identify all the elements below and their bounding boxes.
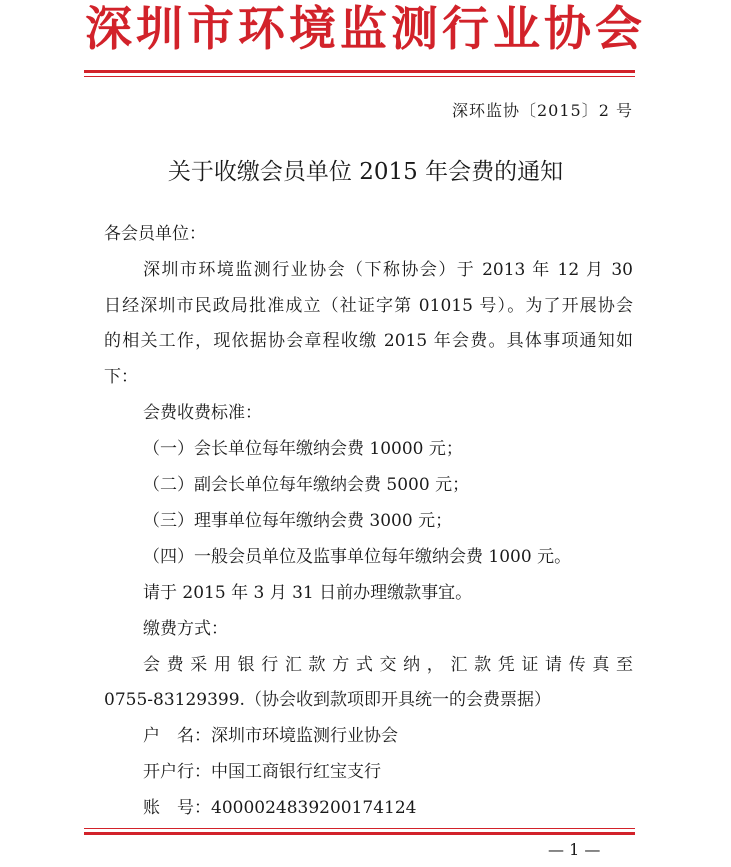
bank-account-number: 账 号：4000024839200174124: [143, 798, 417, 818]
footer-rule-thin: [84, 828, 635, 829]
footer-rule-thick: [84, 832, 635, 835]
intro-line-2: 日经深圳市民政局批准成立（社证字第 01015 号）。为了开展协会: [104, 296, 633, 316]
fee-standard-heading: 会费收费标准：: [143, 403, 262, 423]
bank-name: 开户行：中国工商银行红宝支行: [143, 762, 381, 782]
payment-method-line-2: 0755-83129399.（协会收到款项即开具统一的会费票据）: [104, 690, 551, 710]
document-number: 深环监协〔2015〕2 号: [452, 101, 633, 120]
header-rule-thin: [84, 76, 635, 77]
bank-account-name: 户 名：深圳市环境监测行业协会: [143, 726, 398, 746]
intro-line-3: 的相关工作，现依据协会章程收缴 2015 年会费。具体事项通知如: [104, 331, 633, 351]
intro-line-4: 下：: [104, 367, 138, 387]
fee-item-president: （一）会长单位每年缴纳会费 10000 元；: [143, 439, 463, 459]
payment-method-heading: 缴费方式：: [143, 619, 228, 639]
document-title: 关于收缴会员单位 2015 年会费的通知: [167, 159, 564, 185]
letterhead-org-name: 深圳市环境监测行业协会: [85, 2, 646, 57]
fee-item-director: （三）理事单位每年缴纳会费 3000 元；: [143, 511, 453, 531]
payment-deadline: 请于 2015 年 3 月 31 日前办理缴款事宜。: [143, 583, 473, 603]
page-number: — 1 —: [548, 840, 601, 859]
fee-item-vice-president: （二）副会长单位每年缴纳会费 5000 元；: [143, 475, 470, 495]
payment-method-line-1: 会费采用银行汇款方式交纳，汇款凭证请传真至: [143, 655, 633, 675]
salutation: 各会员单位：: [104, 224, 206, 244]
fee-item-general-member: （四）一般会员单位及监事单位每年缴纳会费 1000 元。: [143, 547, 572, 567]
header-rule-thick: [84, 70, 635, 73]
intro-line-1: 深圳市环境监测行业协会（下称协会）于 2013 年 12 月 30: [143, 260, 633, 280]
